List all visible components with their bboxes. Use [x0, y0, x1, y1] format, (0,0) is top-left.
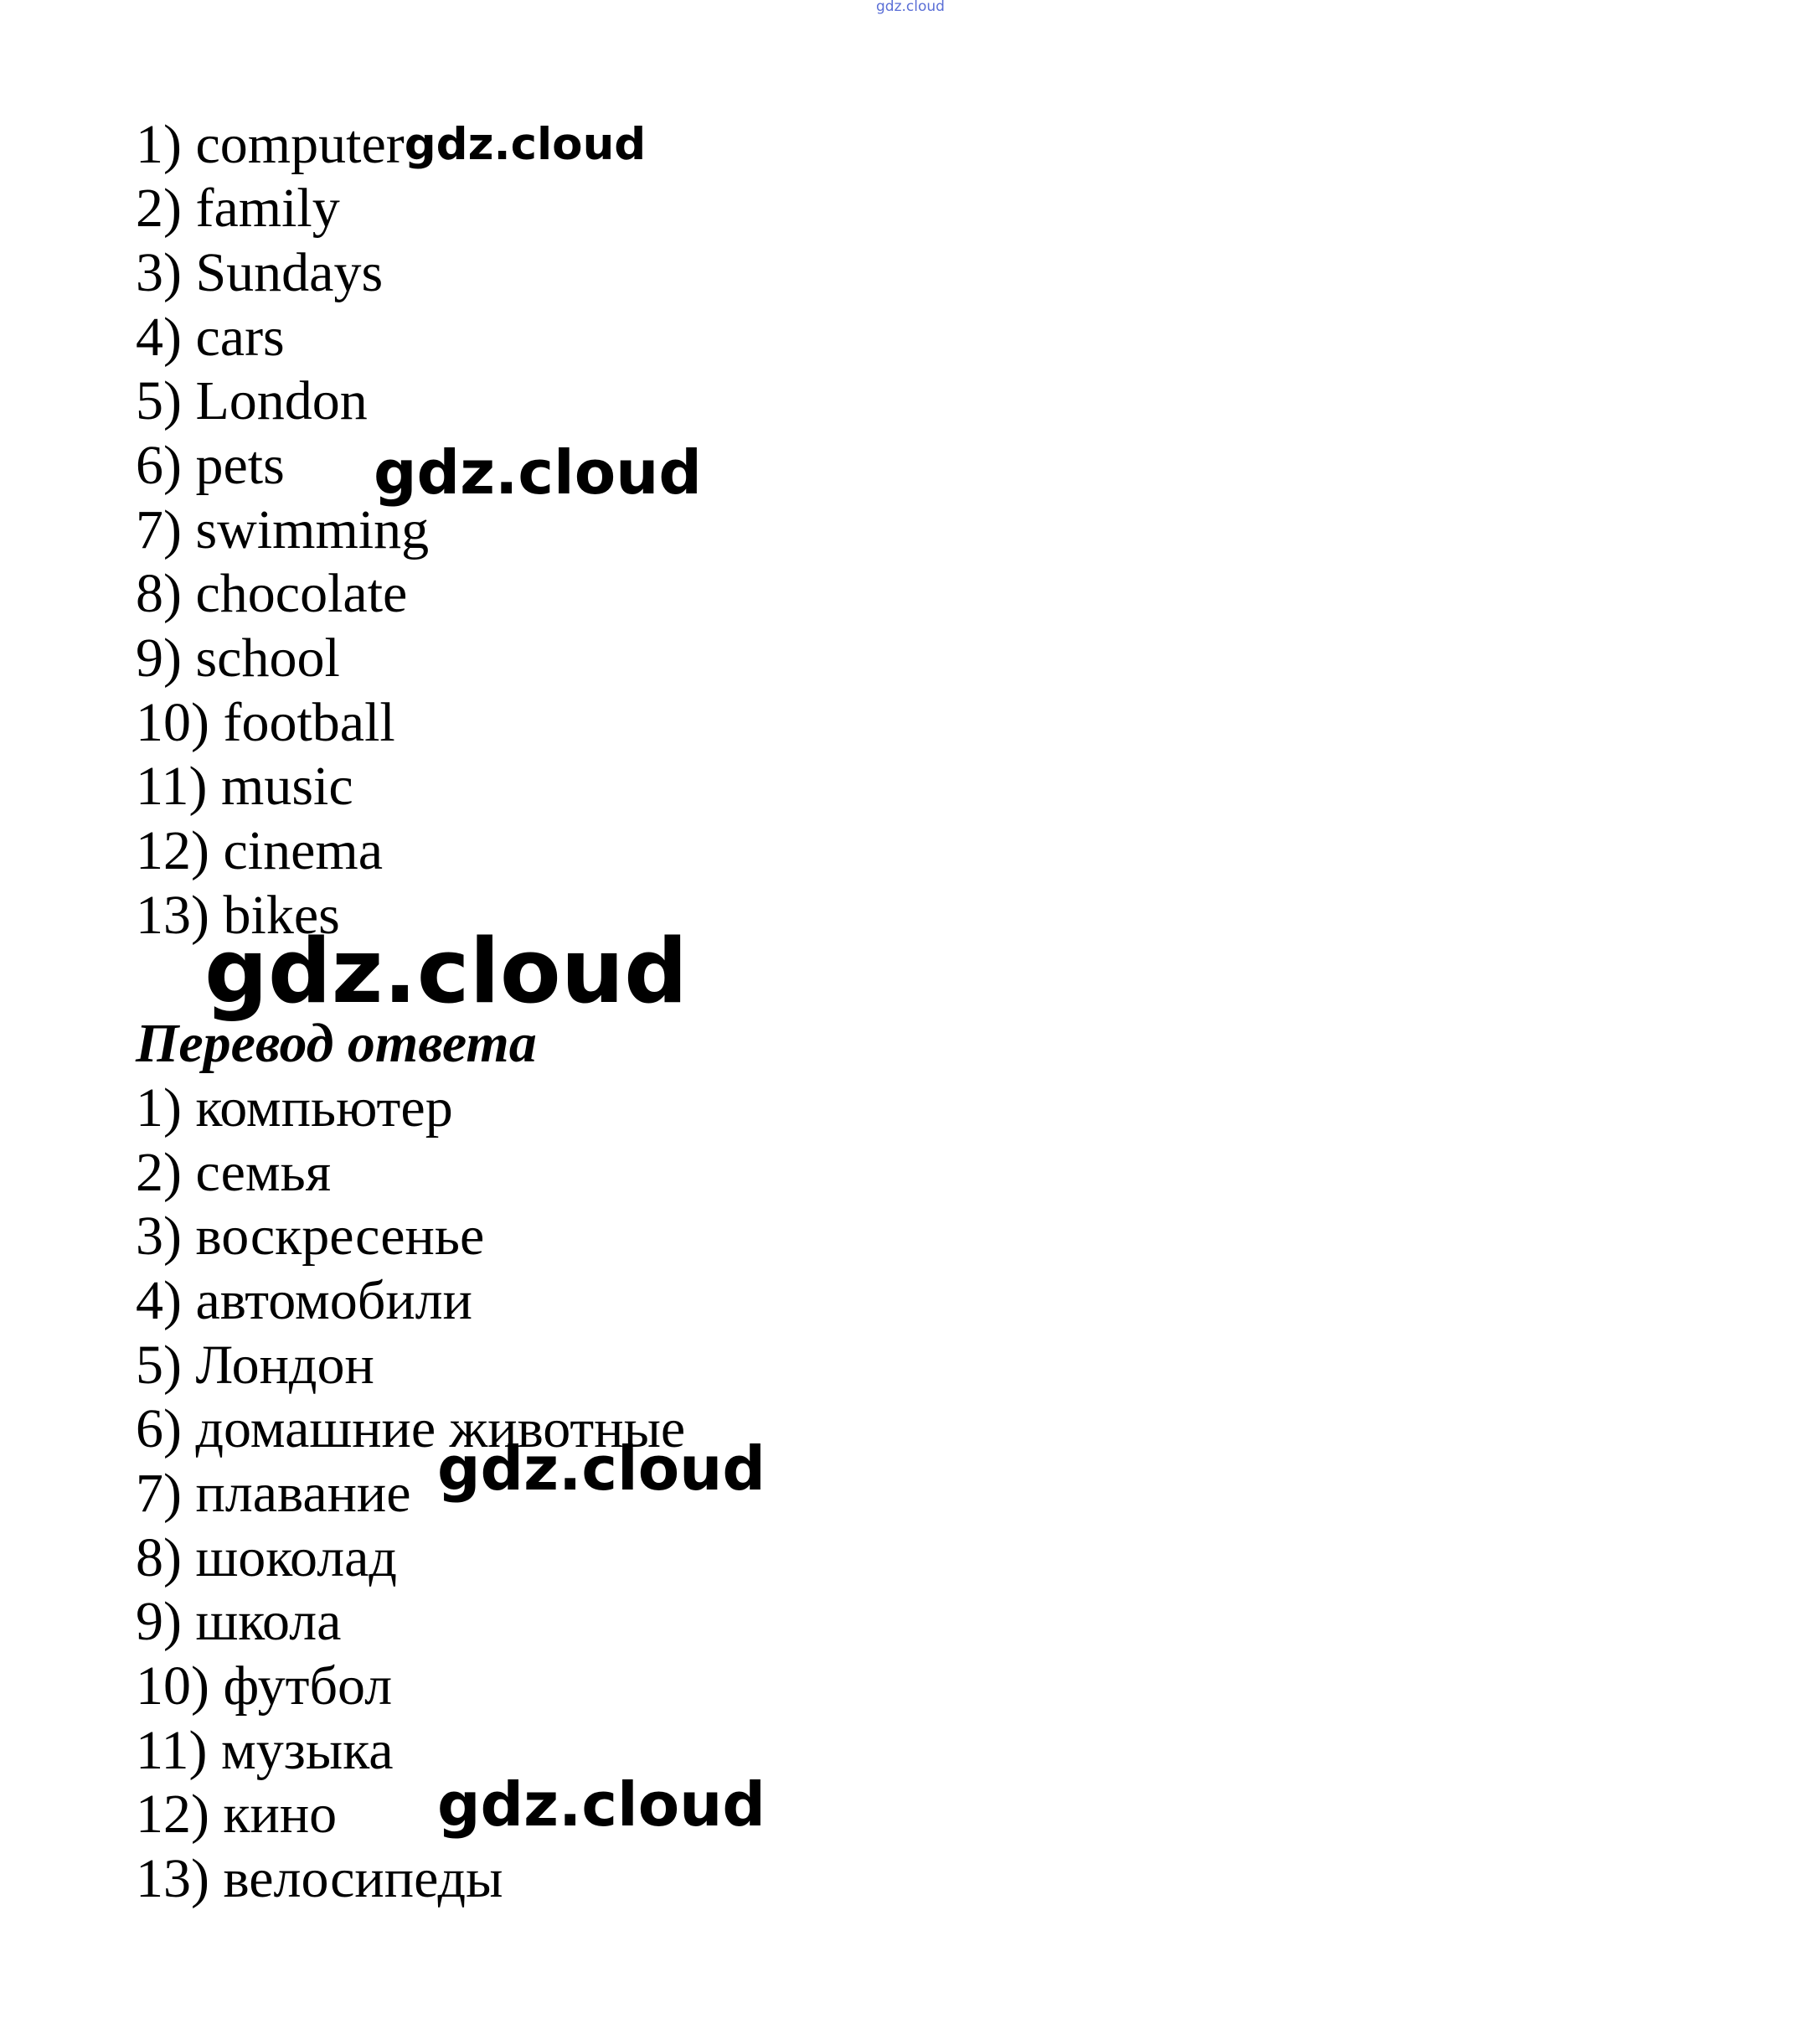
answer-en-item: 10) football — [136, 692, 395, 753]
answer-ru-item: 8) шоколад — [136, 1527, 397, 1588]
watermark-lower-1: gdz.cloud — [437, 1433, 766, 1504]
answer-en-item: 13) bikes — [136, 885, 340, 946]
answer-ru-item: 5) Лондон — [136, 1335, 374, 1396]
answer-en-item: 4) cars — [136, 307, 285, 368]
answer-en-item: 1) computergdz.cloud — [136, 114, 647, 175]
answer-ru-item: 9) школа — [136, 1591, 342, 1652]
answer-en-item: 8) chocolate — [136, 563, 408, 624]
answer-en-item: 3) Sundays — [136, 242, 384, 303]
answer-en-item: 6) pets — [136, 435, 285, 496]
watermark-top: gdz.cloud — [876, 0, 945, 15]
answer-ru-item: 10) футбол — [136, 1655, 393, 1717]
answer-en-item: 12) cinema — [136, 820, 384, 881]
answer-en-item: 11) music — [136, 756, 353, 817]
answer-ru-item: 4) автомобили — [136, 1270, 472, 1331]
answer-ru-item: 3) воскресенье — [136, 1206, 485, 1267]
translation-heading: Перевод ответа — [136, 1013, 537, 1074]
answer-ru-item: 1) компьютер — [136, 1077, 453, 1138]
answer-ru-item: 2) семья — [136, 1142, 332, 1203]
answer-en-item: 2) family — [136, 178, 340, 239]
watermark-mid-large: gdz.cloud — [204, 920, 688, 1023]
answer-ru-item: 12) кино — [136, 1784, 338, 1845]
answer-en-item: 5) London — [136, 370, 368, 431]
watermark-inline: gdz.cloud — [404, 119, 647, 170]
watermark-lower-2: gdz.cloud — [437, 1769, 766, 1840]
answer-ru-item: 6) домашние животные — [136, 1398, 686, 1459]
answer-en-item: 9) school — [136, 627, 340, 689]
answer-en-item: 7) swimming — [136, 499, 430, 560]
watermark-mid-small: gdz.cloud — [374, 437, 702, 508]
answer-ru-item: 11) музыка — [136, 1720, 394, 1781]
answer-ru-item: 7) плавание — [136, 1463, 411, 1524]
answer-ru-item: 13) велосипеды — [136, 1848, 503, 1909]
